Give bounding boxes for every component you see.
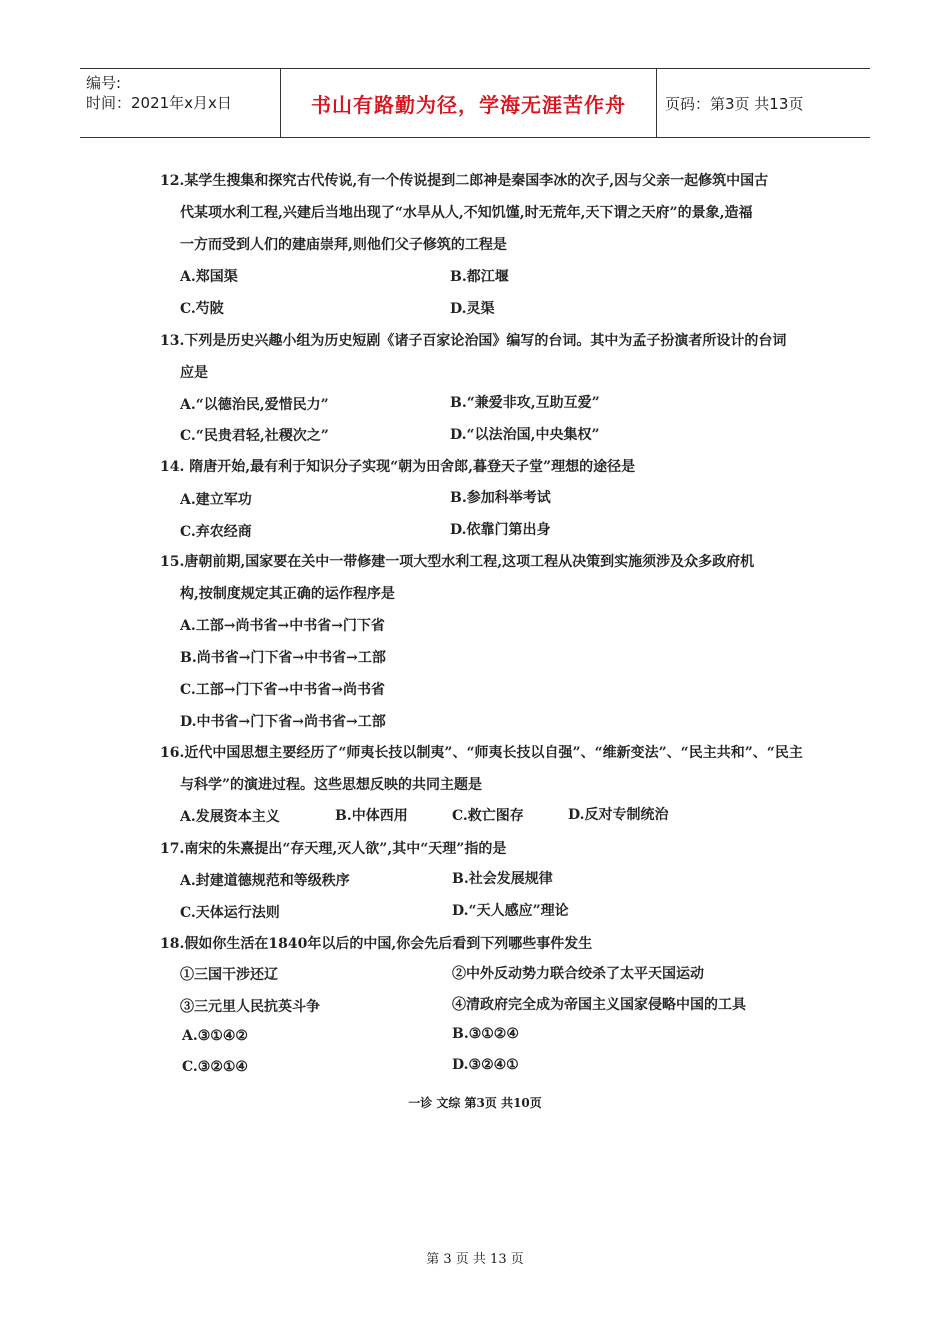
q18-option-a: A.③①④② [182,1028,248,1044]
q13-option-b: B.“兼爱非攻,互助互爱” [450,395,600,411]
q18-item-1: ①三国干涉还辽 [180,967,278,983]
q17-stem-line1: 17.南宋的朱熹提出“存天理,灭人欲”,其中“天理”指的是 [160,841,507,857]
q12-stem-line2: 代某项水利工程,兴建后当地出现了“水旱从人,不知饥馑,时无荒年,天下谓之天府”的景象,造福 [180,205,753,221]
q13-option-a: A.“以德治民,爱惜民力” [180,397,329,413]
q16-option-a: A.发展资本主义 [180,809,280,825]
q12-option-b: B.都江堰 [450,269,509,285]
q12-stem-line3: 一方而受到人们的建庙崇拜,则他们父子修筑的工程是 [180,237,507,253]
q17-option-b: B.社会发展规律 [452,871,553,887]
q15-option-b: B.尚书省→门下省→中书省→工部 [180,650,386,666]
q17-option-c: C.天体运行法则 [180,905,280,921]
q15-stem-line2: 构,按制度规定其正确的运作程序是 [180,586,395,602]
q18-item-2: ②中外反动势力联合绞杀了太平天国运动 [452,966,704,982]
date-label: 时间：2021年x月x日 [86,94,232,112]
q15-option-c: C.工部→门下省→中书省→尚书省 [180,682,385,698]
q18-stem-line1: 18.假如你生活在1840年以后的中国,你会先后看到下列哪些事件发生 [160,936,593,952]
q13-option-d: D.“以法治国,中央集权” [450,427,600,443]
q12-option-c: C.芍陂 [180,301,224,317]
q13-stem-line2: 应是 [180,365,208,381]
q15-option-a: A.工部→尚书省→中书省→门下省 [180,618,385,634]
q15-option-d: D.中书省→门下省→尚书省→工部 [180,714,386,730]
q18-item-4: ④清政府完全成为帝国主义国家侵略中国的工具 [452,997,746,1013]
q14-option-b: B.参加科举考试 [450,490,551,506]
page-footer: 第 3 页 共 13 页 [426,1252,524,1267]
q18-option-d: D.③②④① [452,1057,519,1073]
q16-option-c: C.救亡图存 [452,808,524,824]
number-label: 编号: [86,74,122,92]
q13-stem-line1: 13.下列是历史兴趣小组为历史短剧《诸子百家论治国》编写的台词。其中为孟子扮演者所设计的台词 [160,333,787,349]
q14-option-d: D.依靠门第出身 [450,522,551,538]
q14-stem-line1: 14. 隋唐开始,最有利于知识分子实现“朝为田舍郎,暮登天子堂”理想的途径是 [160,459,636,475]
q18-item-3: ③三元里人民抗英斗争 [180,999,320,1015]
q17-option-d: D.“天人感应”理论 [452,903,569,919]
q12-stem-line1: 12.某学生搜集和探究古代传说,有一个传说提到二郎神是秦国李冰的次子,因与父亲一起修筑中国古 [160,173,769,189]
q12-option-a: A.郑国渠 [180,269,238,285]
page-label: 页码：第3页 共13页 [665,94,804,113]
motto: 书山有路勤为径，学海无涯苦作舟 [281,69,657,137]
q18-option-c: C.③②①④ [182,1059,248,1075]
q18-option-b: B.③①②④ [452,1026,519,1042]
q16-option-b: B.中体西用 [335,808,408,824]
q14-option-a: A.建立军功 [180,492,252,508]
q15-stem-line1: 15.唐朝前期,国家要在关中一带修建一项大型水利工程,这项工程从决策到实施须涉及众多政府机 [160,554,755,570]
q16-stem-line2: 与科学”的演进过程。这些思想反映的共同主题是 [180,777,483,793]
q16-option-d: D.反对专制统治 [568,807,669,823]
q17-option-a: A.封建道德规范和等级秩序 [180,873,350,889]
q14-option-c: C.弃农经商 [180,524,252,540]
q13-option-c: C.“民贵君轻,社稷次之” [180,428,329,444]
inner-page-footer: 一诊 文综 第3页 共10页 [408,1096,542,1110]
q12-option-d: D.灵渠 [450,301,495,317]
q16-stem-line1: 16.近代中国思想主要经历了“师夷长技以制夷”、“师夷长技以自强”、“维新变法”、“民主共和”、“民主 [160,745,803,761]
